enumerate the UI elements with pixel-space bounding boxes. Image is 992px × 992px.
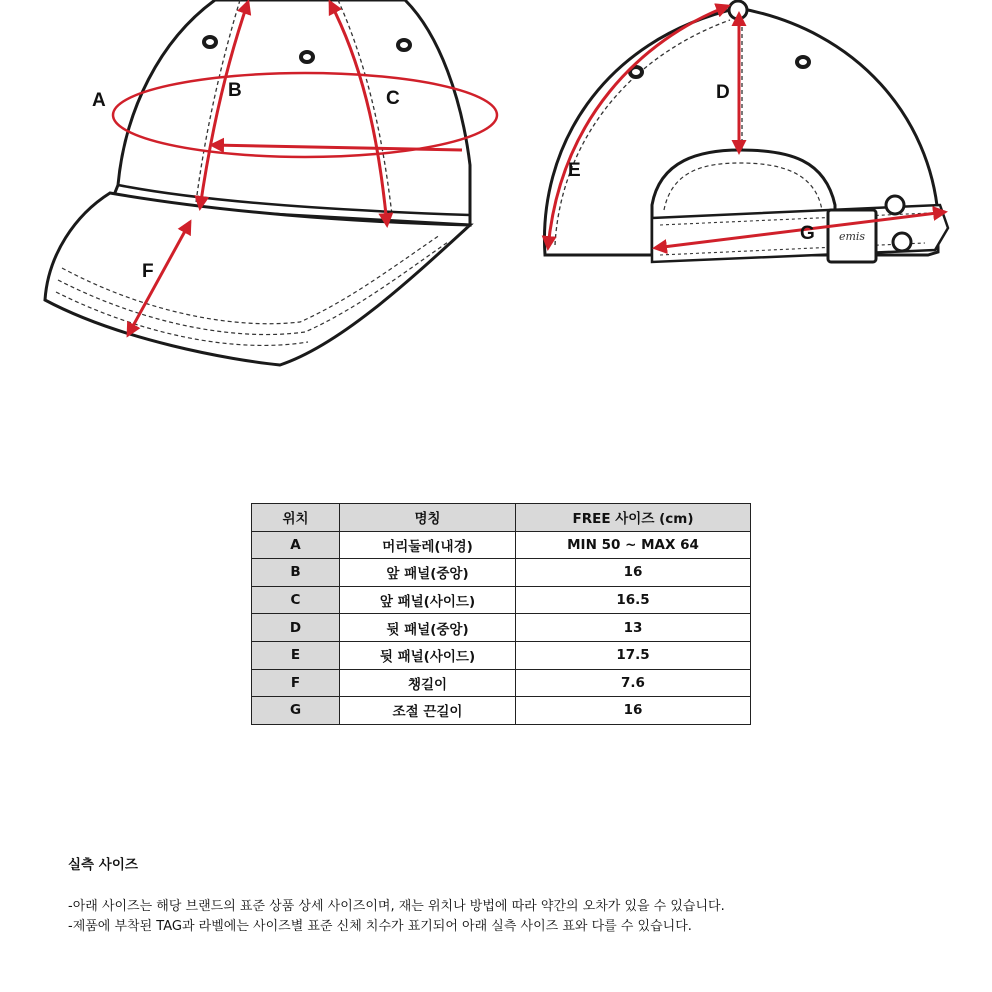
- row-name: 뒷 패널(사이드): [340, 641, 516, 669]
- table-header-row: [252, 504, 751, 532]
- eyelet-icon: [398, 40, 410, 50]
- label-f: F: [142, 261, 154, 282]
- row-size: 7.6: [516, 669, 751, 697]
- row-position: G: [252, 697, 340, 725]
- row-size: 13: [516, 614, 751, 642]
- row-position: C: [252, 586, 340, 614]
- eyelet-icon: [204, 37, 216, 47]
- label-g: G: [800, 223, 815, 244]
- notes-title: 실측 사이즈: [68, 857, 138, 873]
- front-crown: [110, 0, 470, 225]
- row-name: 앞 패널(중앙): [340, 559, 516, 587]
- table-row: [252, 531, 751, 559]
- table-row: [252, 641, 751, 669]
- table-row: [252, 697, 751, 725]
- row-name: 챙길이: [340, 669, 516, 697]
- eyelet-icon: [797, 57, 809, 67]
- strap-hole: [893, 233, 911, 251]
- row-position: B: [252, 559, 340, 587]
- row-name: 머리둘레(내경): [340, 531, 516, 559]
- eyelet-icon: [301, 52, 313, 62]
- row-size: MIN 50 ~ MAX 64: [516, 531, 751, 559]
- note-line: -제품에 부착된 TAG과 라벨에는 사이즈별 표준 신체 치수가 표기되어 아래 실측 사이즈 표와 다를 수 있습니다.: [68, 919, 692, 934]
- row-position: E: [252, 641, 340, 669]
- row-name: 뒷 패널(중앙): [340, 614, 516, 642]
- table-row: [252, 614, 751, 642]
- row-name: 앞 패널(사이드): [340, 586, 516, 614]
- size-notes: [68, 853, 968, 937]
- table-row: [252, 669, 751, 697]
- header-name: 명칭: [340, 504, 516, 532]
- cap-back-view: [544, 1, 948, 262]
- strap-hole: [886, 196, 904, 214]
- row-size: 16: [516, 697, 751, 725]
- label-d: D: [716, 82, 730, 103]
- table-row: [252, 586, 751, 614]
- row-position: A: [252, 531, 340, 559]
- row-name: 조절 끈길이: [340, 697, 516, 725]
- cap-front-view: [45, 0, 497, 365]
- table-row: [252, 559, 751, 587]
- label-a: A: [92, 90, 106, 111]
- row-position: F: [252, 669, 340, 697]
- row-size: 16.5: [516, 586, 751, 614]
- note-line: -아래 사이즈는 해당 브랜드의 표준 상품 상세 사이즈이며, 재는 위치나 방법에 따라 약간의 오차가 있을 수 있습니다.: [68, 899, 725, 914]
- size-table: [251, 503, 751, 725]
- row-size: 17.5: [516, 641, 751, 669]
- cap-measurement-diagram: [0, 0, 992, 400]
- header-position: 위치: [252, 504, 340, 532]
- row-size: 16: [516, 559, 751, 587]
- label-e: E: [568, 160, 581, 181]
- header-size: FREE 사이즈 (cm): [516, 504, 751, 532]
- row-position: D: [252, 614, 340, 642]
- label-b: B: [228, 80, 242, 101]
- brand-tag: emis: [838, 230, 866, 243]
- label-c: C: [386, 88, 400, 109]
